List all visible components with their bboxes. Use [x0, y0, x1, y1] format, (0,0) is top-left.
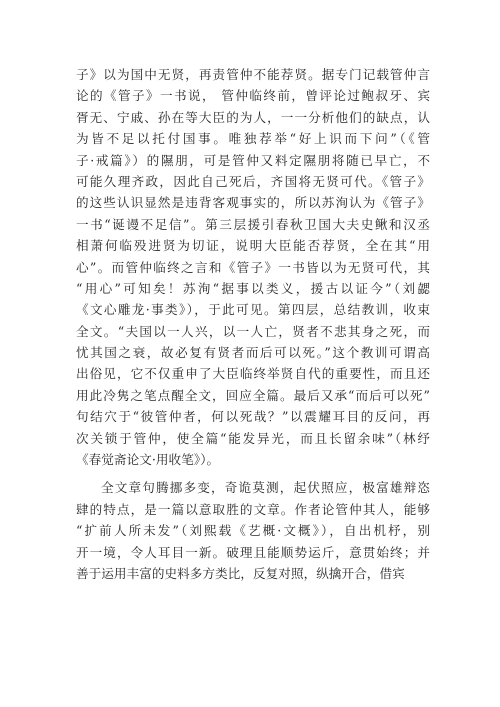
- paragraph-2: [76, 477, 430, 584]
- paragraph-gap: [76, 470, 430, 477]
- text-line: 心”。而管仲临终之言和《管子》一书皆以为无贤可代，其: [76, 259, 430, 275]
- text-line: 的这些认识显然是违背客观事实的，所以苏洵认为《管子》: [76, 195, 430, 211]
- text-line: “扩前人所未发”（刘熙载《艺概·文概》），自出机杼，别: [76, 523, 430, 539]
- text-line: 全文。“夫国以一人兴，以一人亡，贤者不悲其身之死，而: [76, 323, 430, 339]
- text-line: 一书“诞谩不足信”。第三层援引春秋卫国大夫史鳅和汉丞: [76, 216, 430, 232]
- text-line: 子》以为国中无贤，再责管仲不能荐贤。据专门记载管仲言: [76, 67, 430, 82]
- text-line: 用此冷隽之笔点醒全文，回应全篇。最后又承“而后可以死”: [76, 387, 430, 403]
- text-line: “用心”可知矣！苏洵“据事以类义，援古以证今”（刘勰: [76, 280, 430, 296]
- text-line: 忧其国之衰，故必复有贤者而后可以死。”这个教训可谓高: [76, 345, 430, 361]
- text-line: 全文章句腾挪多变，奇诡莫测，起伏照应，极富雄辩恣: [101, 480, 430, 496]
- text-line: 次关锁于管仲，使全篇“能发异光，而且长留余味”（林纾: [76, 430, 430, 446]
- text-line: 可能久理齐政，因此自己死后，齐国将无贤可代。《管子》: [76, 173, 430, 189]
- text-line: 相萧何临殁进贤为切证，说明大臣能否荐贤，全在其“用: [76, 238, 430, 254]
- text-line: 句结穴于“彼管仲者，何以死哉？”以震耀耳目的反问，再: [76, 409, 430, 425]
- body-text: [76, 64, 430, 584]
- text-line: 胥无、宁戚、孙在等大臣的为人，一一分析他们的缺点，认: [76, 109, 430, 125]
- text-line: 开一境，令人耳目一新。破理且能顺势运斤，意贯始终；并: [76, 544, 430, 560]
- text-line: 肆的特点，是一篇以意取胜的文章。作者论管仲其人，能够: [76, 501, 430, 517]
- paragraph-1: [76, 64, 430, 470]
- text-line: 《春觉斋论文·用收笔》）。: [76, 452, 220, 468]
- text-line: 论的《管子》一书说， 管仲临终前，曾评论过鲍叔牙、宾: [76, 88, 430, 104]
- text-line: 子·戒篇》）的隰朋，可是管仲又料定隰朋将随已早亡，不: [76, 152, 430, 168]
- text-line: 出俗见，它不仅重申了大臣临终举贤自代的重要性，而且还: [76, 366, 430, 382]
- text-line: 善于运用丰富的史料多方类比，反复对照，纵擒开合，借宾: [76, 565, 405, 581]
- text-line: 为皆不足以托付国事。唯独荐举“好上识而下问”（《管: [76, 131, 430, 147]
- text-line: 《文心雕龙·事类》），于此可见。第四层，总结教训，收束: [76, 302, 430, 318]
